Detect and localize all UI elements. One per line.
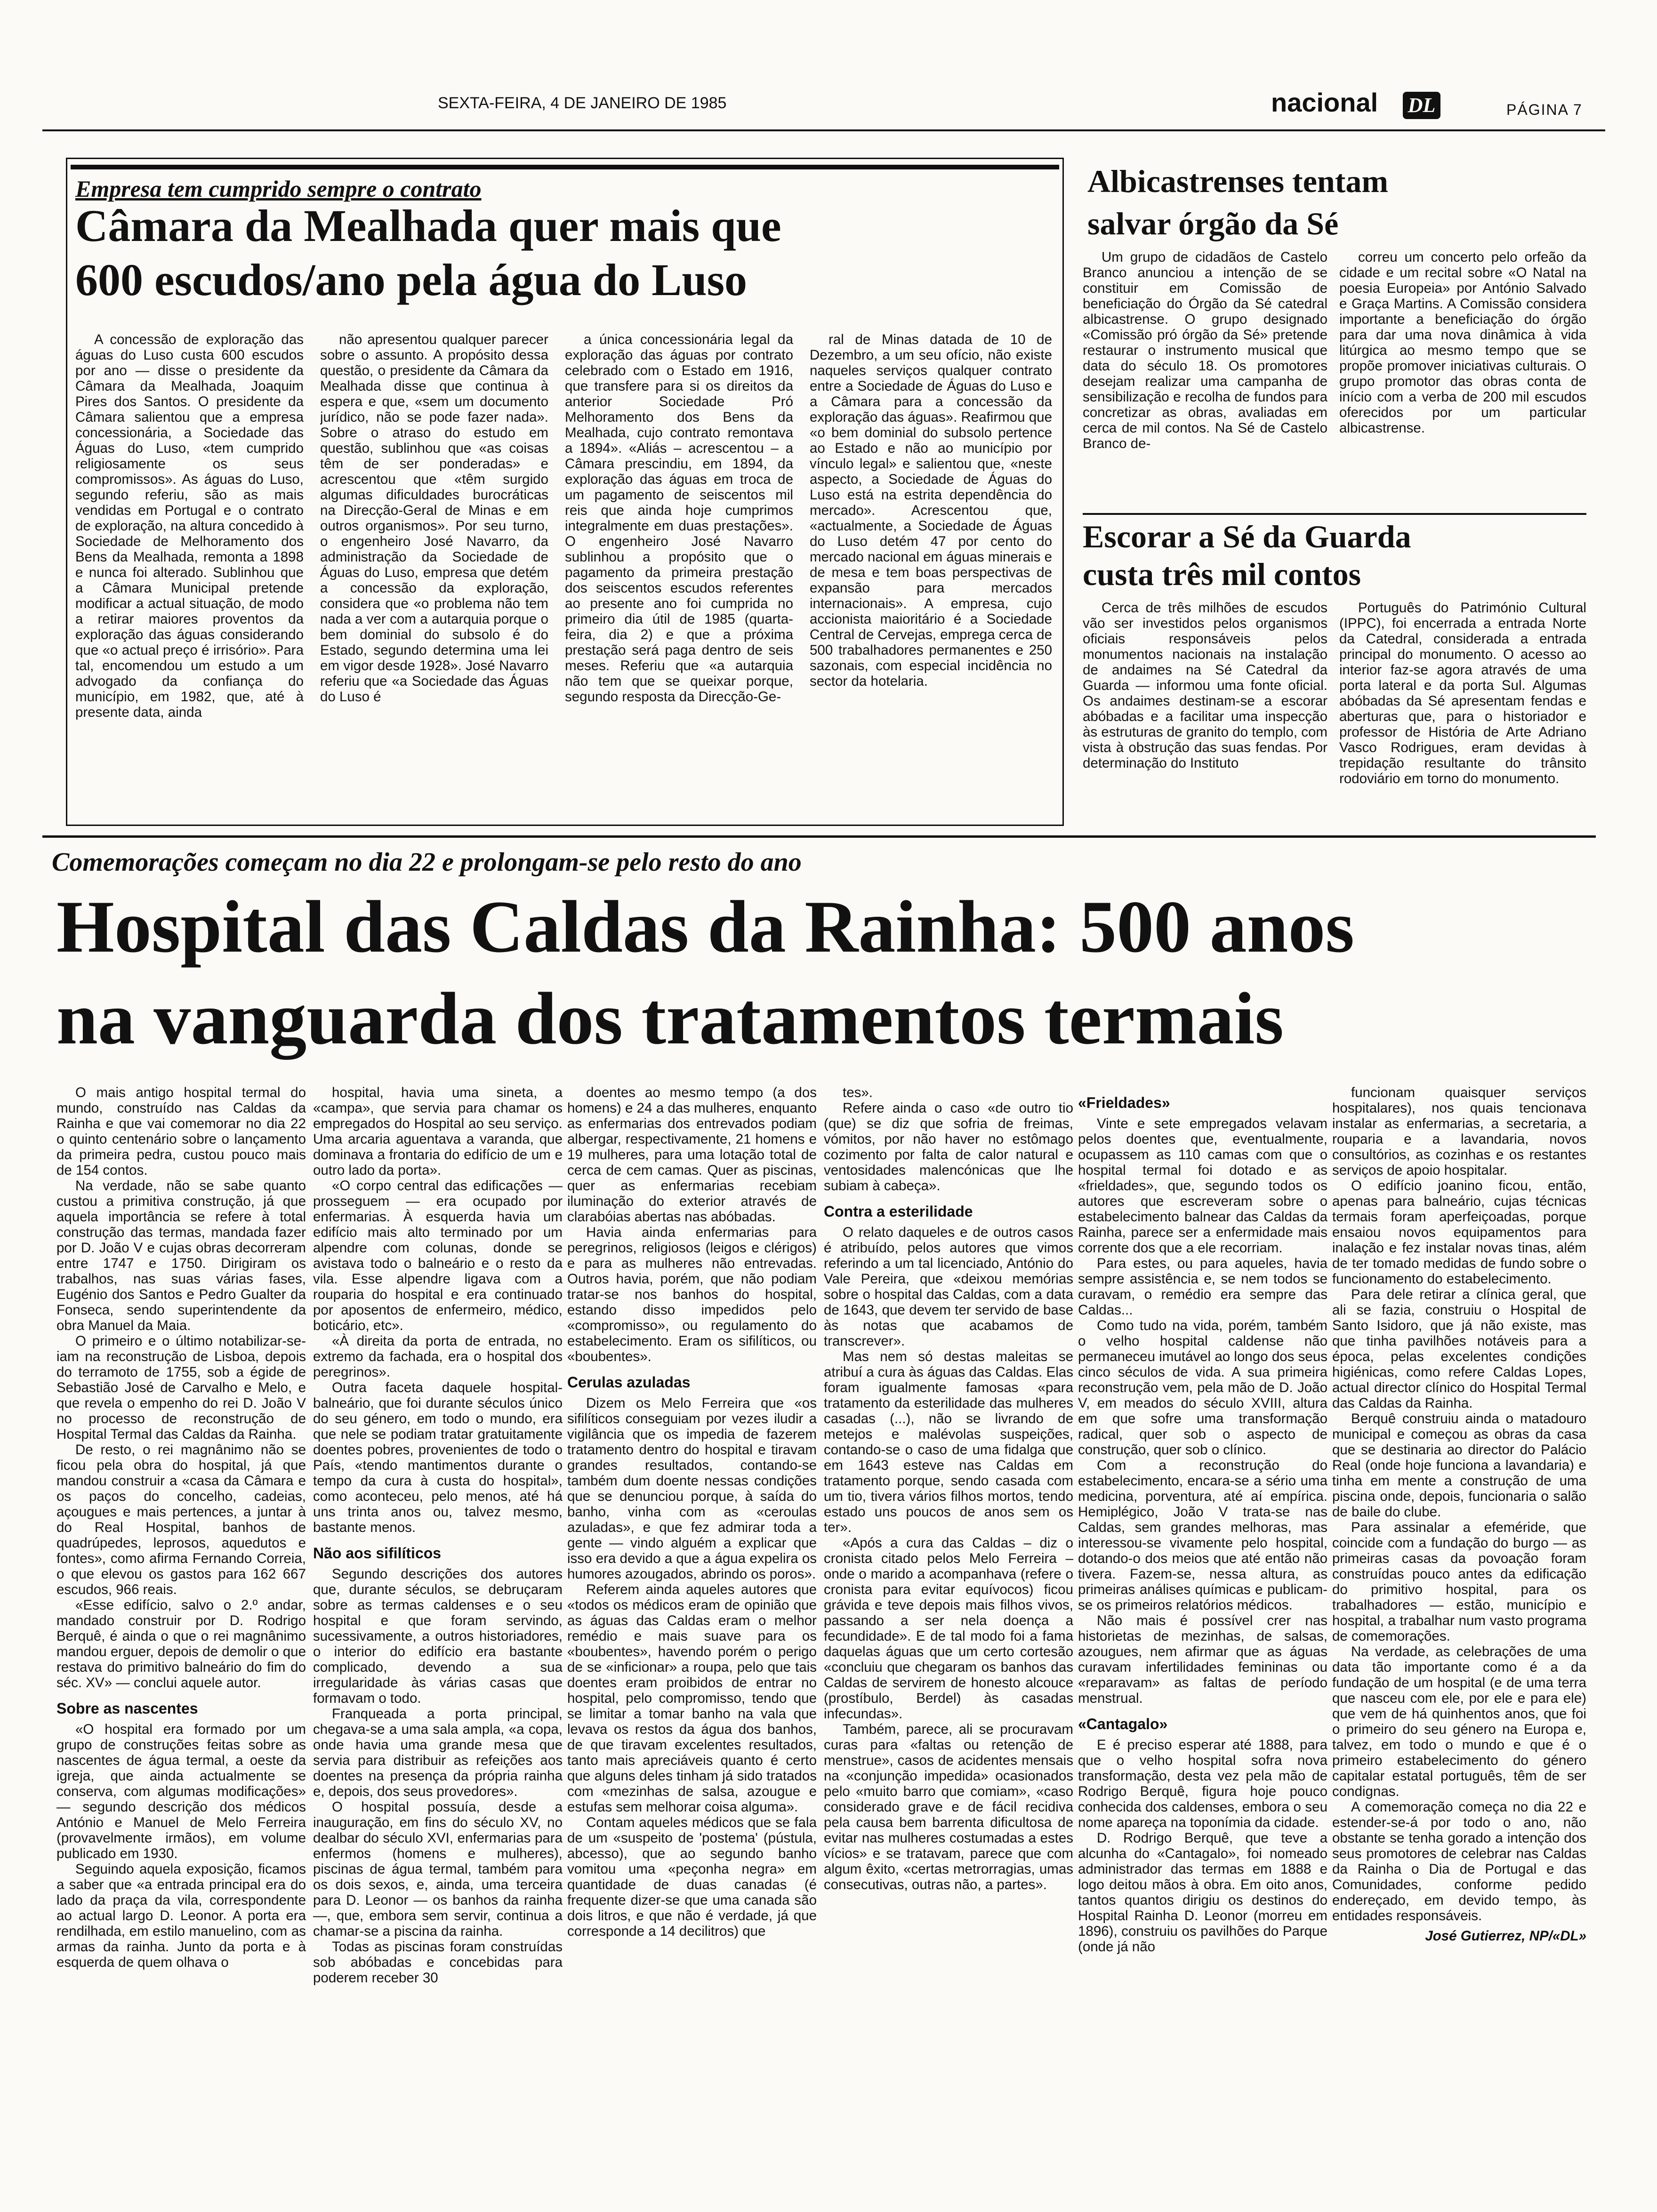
paragraph: Franqueada a porta principal, chegava-se a uma sala ampla, «a copa, onde havia uma grande mesa que servia para distribuir as refeições aos doentes na presença da própria rainha e, depois, dos seus provedores».	[313, 1706, 563, 1799]
paragraph: funcionam quaisquer serviços hospitalares), nos quais tencionava instalar as enfermarias, a secretaria, a rouparia e a lavandaria, novos consultórios, as cozinhas e os restantes serviços de apoio hospitalar.	[1332, 1085, 1586, 1178]
paragraph: Outra faceta daquele hospital-balneário, que foi durante séculos único do seu género, em todo o mundo, era que nele se podiam tratar gratuitamente doentes pobres, provenientes de todo o País, «tendo mantimentos durante o tempo da cura à custa do hospital», como aconteceu, pelo menos, até há uns trinta anos ou, talvez mesmo, bastante menos.	[313, 1380, 563, 1535]
dl-logo	[1403, 92, 1440, 119]
article4-headline-1: Hospital das Caldas da Rainha: 500 anos	[56, 886, 1354, 968]
article4-col4	[824, 1085, 1073, 2196]
paragraph: Para assinalar a efeméride, que coincide com a fundação do burgo — as primeiras casas da povoação foram construídas pouco antes da edificação do primitivo hospital, para os trabalhadores — estão, município e hospital, a trabalhar num vasto programa de comemorações.	[1332, 1520, 1586, 1644]
article2-headline-1: Albicastrenses tentam	[1087, 163, 1388, 199]
page-label: PÁGINA 7	[1506, 101, 1583, 118]
article1-col4	[810, 332, 1052, 817]
paragraph: tes».	[843, 1085, 873, 1100]
paragraph: «À direita da porta de entrada, no extremo da fachada, era o hospital dos peregrinos».	[313, 1333, 563, 1380]
paragraph: Na verdade, não se sabe quanto custou a primitiva construção, já que aquela importância se refere à total construção das termas, mandada fazer por D. João V e cujas obras decorreram entre 1747 e 1750. Dirigiram os trabalhos, nas suas várias fases, Eugénio dos Santos e Pedro Gualter da Fonseca, sendo superintendente da obra Manuel da Maia.	[56, 1178, 306, 1333]
article4-col2	[313, 1085, 563, 2196]
paragraph: «O hospital era formado por um grupo de construções feitas sobre as nascentes de água termal, a oeste da igreja, que ainda actualmente se conserva, com algumas modificações» — segundo descrição dos médicos António e Manuel de Melo Ferreira (provavelmente irmãos), em volume publicado em 1930.	[56, 1722, 306, 1861]
subheading: «Cantagalo»	[1078, 1715, 1168, 1732]
paragraph: O hospital possuía, desde a inauguração, em fins do século XV, no dealbar do século XVI, enfermarias para enfermos (homens e mulheres), piscinas de água termal, também para os dois sexos, e, ainda, uma terceira para D. Leonor — os banhos da rainha —, que, embora sem servir, continua a chamar-se a piscina da rainha.	[313, 1799, 563, 1939]
paragraph: Contam aqueles médicos que se fala de um «suspeito de 'postema' (pústula, abcesso), que ao segundo banho vomitou uma «peçonha negra» em quantidade de duas canadas (é frequente dizer-se que uma canada são dois litros, e que não é verdade, já que corresponde a 14 decilitros) que	[567, 1815, 817, 1939]
paragraph: «Esse edifício, salvo o 2.º andar, mandado construir por D. Rodrigo Berquê, é ainda o que o rei magnânimo mandou erguer, depois de demolir o que restava do primitivo balneário do fim do séc. XV» — conclui aquele autor.	[56, 1597, 306, 1691]
article1-col1	[75, 332, 304, 817]
subheading: Contra a esterilidade	[824, 1203, 973, 1220]
masthead-rule	[42, 129, 1605, 131]
article2-col1-text: Um grupo de cidadãos de Castelo Branco anunciou a intenção de se constituir em Comissão de beneficiação do Órgão da Sé catedral albicastrense. O grupo designado «Comissão pró órgão da Sé» pretende restaurar o instrumento musical que data do século 18. Os promotores desejam realizar uma campanha de sensibilização e recolha de fundos para concretizar as obras, avaliadas em cerca de mil contos. Na Sé de Castelo Branco de-	[1083, 249, 1327, 451]
article3-col2-text: Português do Património Cultural (IPPC), foi encerrada a entrada Norte da Catedral, considerada a entrada principal do monumento. O acesso ao interior faz-se agora através de uma porta lateral e da porta Sul. Algumas abóbadas da Sé apresentam fendas e aberturas que, para o historiador e professor de História de Arte Adriano Vasco Rodrigues, eram devidas à trepidação resultante do trânsito rodoviário em torno do monumento.	[1339, 600, 1586, 786]
article3-headline-2: custa três mil contos	[1083, 556, 1361, 592]
paragraph: Segundo descrições dos autores que, durante séculos, se debruçaram sobre as termas caldenses e o seu hospital e que foram servindo, sucessivamente, a outros historiadores, o interior do edifício era bastante complicado, devendo a sua irregularidade às várias casas que formavam o todo.	[313, 1566, 563, 1706]
paragraph: Não mais é possível crer nas historietas de mezinhas, de salsas, azougues, nem afirmar que as águas curavam infertilidades femininas ou «reparavam» as faltas de período menstrual.	[1078, 1613, 1327, 1706]
paragraph: Todas as piscinas foram construídas sob abóbadas e concebidas para poderem receber 30	[313, 1939, 563, 1986]
article1-headline-2: 600 escudos/ano pela água do Luso	[75, 255, 748, 305]
byline: José Gutierrez, NP/«DL»	[1425, 1928, 1586, 1944]
paragraph: O primeiro e o último notabilizar-se-iam na reconstrução de Lisboa, depois do terramoto de 1755, sob a égide de Sebastião José de Carvalho e Melo, e que revela o empenho do rei D. João V no processo de reconstrução de Hospital Termal das Caldas da Rainha.	[56, 1333, 306, 1442]
paragraph: «Após a cura das Caldas – diz o cronista citado pelos Melo Ferreira – onde o marido a acompanhava (refere o cronista para evitar equívocos) ficou grávida e teve depois mais filhos vivos, passando a ser nela doença a fecundidade». E de tal modo foi a fama daquelas águas que um certo cortesão «concluiu que chegaram os banhos das Caldas de servirem de honesto alcouce (prostíbulo, Berdel) às casadas infecundas».	[824, 1535, 1073, 1722]
paragraph: A comemoração começa no dia 22 e estender-se-á por todo o ano, não obstante se tenha gorado a intenção dos seus promotores de celebrar nas Caldas da Rainha o Dia de Portugal e das Comunidades, conforme pedido endereçado, em devido tempo, às entidades responsáveis.	[1332, 1799, 1586, 1923]
paragraph: Seguindo aquela exposição, ficamos a saber que «a entrada principal era do lado da praça da vila, correspondente ao actual largo D. Leonor. A porta era rendilhada, em estilo manuelino, com as armas da rainha. Junto da porta e à esquerda de quem olhava o	[56, 1861, 306, 1970]
date-line: SEXTA-FEIRA, 4 DE JANEIRO DE 1985	[438, 94, 727, 112]
paragraph: Mas nem só destas maleitas se atribuí a cura às águas das Caldas. Elas foram igualmente famosas «para tratamento da esterilidade das mulheres casadas (...), não se livrando de metejos e malévolas suspeições, contando-se o caso de uma fidalga que em 1643 esteve nas Caldas em tratamento porque, sendo casada com um tio, tivera vários filhos mortos, tendo estado uns poucos de anos sem os ter».	[824, 1349, 1073, 1535]
article1-col3	[565, 332, 793, 817]
paragraph: Para dele retirar a clínica geral, que ali se fazia, construiu o Hospital de Santo Isidoro, que já não existe, mas que tinha pavilhões notáveis para a época, pelas excelentes condições higiénicas, como refere Caldas Lopes, actual director clínico do Hospital Termal das Caldas da Rainha.	[1332, 1287, 1586, 1411]
article3-col1	[1083, 600, 1327, 824]
subheading: Sobre as nascentes	[56, 1700, 198, 1717]
paragraph: O mais antigo hospital termal do mundo, construído nas Caldas da Rainha e que vai comemorar no dia 22 o quinto centenário sobre o lançamento da primeira pedra, custou pouco mais de 154 contos.	[56, 1085, 306, 1178]
section-name: nacional	[1271, 88, 1378, 117]
subheading: «Frieldades»	[1078, 1094, 1170, 1111]
paragraph: «O corpo central das edificações — prosseguem — era ocupado por enfermarias. À esquerda havia um edifício mais alto terminado por um alpendre com colunas, donde se avistava todo o balneário e o resto da vila. Esse alpendre ligava com a rouparia do hospital e era continuado por aposentos de enfermeiro, médico, boticário, etc».	[313, 1178, 563, 1333]
paragraph: E é preciso esperar até 1888, para que o velho hospital sofra nova transformação, desta vez pela mão de Rodrigo Berquê, figura hoje pouco conhecida dos caldenses, embora o seu nome apareça na toponímia da cidade.	[1078, 1737, 1327, 1830]
paragraph: Também, parece, ali se procuravam curas para «faltas ou retenção de menstrue», casos de acidentes mensais na «conjunção impedida» ocasionados pelo «muito barro que comiam», «caso considerado grave e de fácil recidiva pela causa bem barrenta dificultosa de evitar nas mulheres costumadas a estes vícios» e se tratavam, parece que com algum êxito, «certas metrorragias, umas consecutivas, outras não, a partes».	[824, 1722, 1073, 1892]
article2-col1	[1083, 249, 1327, 508]
subheading: Cerulas azuladas	[567, 1374, 691, 1391]
paragraph: Referem ainda aqueles autores que «todos os médicos eram de opinião que as águas das Caldas eram o melhor remédio e mais suave para os «boubentes», havendo porém o perigo de se «inficionar» a roupa, pelo que tais doentes eram proibidos de entrar no hospital, pelo compromisso, tendo que se limitar a tomar banho na vala que levava os restos da água dos banhos, de que tiravam excelentes resultados, tanto mais apreciáveis quanto é certo que alguns deles tinham já sido tratados com «mezinhas de salsa, azougue e estufas sem melhorar coisa alguma».	[567, 1582, 817, 1815]
article3-col1-text: Cerca de três milhões de escudos vão ser investidos pelos organismos oficiais responsáveis pelos monumentos nacionais na instalação de andaimes na Sé Catedral da Guarda — informou uma fonte oficial. Os andaimes destinam-se a escorar abóbadas e a facilitar uma inspecção às estruturas de granito do templo, com vista à obstrução das suas fendas. Por determinação do Instituto	[1083, 600, 1327, 771]
article4-top-rule	[42, 835, 1596, 838]
paragraph: Como tudo na vida, porém, também o velho hospital caldense não permaneceu imutável ao longo dos seus cinco séculos de vida. A sua primeira reconstrução vem, pela mão de D. João V, em meados do século XVIII, altura em que sofre uma transformação radical, quer sob o aspecto de construção, quer sob o clínico.	[1078, 1318, 1327, 1458]
article4-col1	[56, 1085, 306, 2196]
subheading: Não aos sifilíticos	[313, 1545, 442, 1562]
article2-headline-2: salvar órgão da Sé	[1087, 206, 1339, 241]
paragraph: doentes ao mesmo tempo (a dos homens) e 24 a das mulheres, enquanto as enfermarias dos entrevados podiam albergar, respectivamente, 21 homens e 19 mulheres, para uma lotação total de cerca de cem camas. Quer as piscinas, quer as enfermarias recebiam iluminação do exterior através de clarabóias abertas nas abóbadas.	[567, 1085, 817, 1225]
article1-col2	[320, 332, 548, 817]
paragraph: Na verdade, as celebrações de uma data tão importante como é a da fundação de um hospital (e de uma terra que nasceu com ele, por ele e para ele) que vem de há quinhentos anos, que foi o primeiro do seu género na Europa e, talvez, em todo o mundo e que é o primeiro estabelecimento do género capitalar estatal português, têm de ser condignas.	[1332, 1644, 1586, 1799]
paragraph: Berquê construiu ainda o matadouro municipal e começou as obras da casa que se destinaria ao director do Palácio Real (onde hoje funciona a lavandaria) e tinha em mente a construção de uma piscina onde, depois, funcionaria o salão de baile do clube.	[1332, 1411, 1586, 1520]
paragraph: Para estes, ou para aqueles, havia sempre assistência e, se nem todos se curavam, o remédio era sempre das Caldas...	[1078, 1256, 1327, 1318]
paragraph: O relato daqueles e de outros casos é atribuído, pelos autores que vimos referindo a um tal licenciado, António do Vale Pereira, que «deixou memórias sobre o hospital das Caldas, com a data de 1643, que devem ter servido de base às notas que acabamos de transcrever».	[824, 1225, 1073, 1349]
article1-col1-text: A concessão de exploração das águas do Luso custa 600 escudos por ano — disse o presidente da Câmara da Mealhada, Joaquim Pires dos Santos. O presidente da Câmara salientou que a empresa concessionária, a Sociedade das Águas do Luso, «tem cumprido religiosamente os seus compromissos». As águas do Luso, segundo referiu, são as mais vendidas em Portugal e o contrato de exploração, na altura concedido à Sociedade de Melhoramento dos Bens da Mealhada, remonta a 1898 e nunca foi alterado. Sublinhou que a Câmara Municipal pretende modificar a actual situação, de modo a retirar maiores proventos da exploração das águas considerando que «o actual preço é irrisório». Para tal, encomendou um estudo a um advogado da confiança do município, em 1982, que, até à presente data, ainda	[75, 332, 304, 720]
article2-col2-text: correu um concerto pelo orfeão da cidade e um recital sobre «O Natal na poesia Europeia» por António Salvado e Graça Martins. A Comissão considera importante a beneficiação do órgão para dar uma nova dinâmica à vida litúrgica ao mesmo tempo que se propõe promover iniciativas culturais. O grupo promotor das obras conta de início com a verba de 200 mil escudos oferecidos por um particular albicastrense.	[1339, 249, 1586, 436]
article4-col5	[1078, 1085, 1327, 2196]
article4-col3	[567, 1085, 817, 2196]
article1-kicker: Empresa tem cumprido sempre o contrato	[75, 176, 482, 202]
paragraph: Com a reconstrução do estabelecimento, encara-se a sério uma medicina, porventura, até aí empírica. Hemiplégico, João V trata-se nas Caldas, sem grandes melhoras, mas interessou-se vivamente pelo hospital, dotando-o dos meios que até então não tivera. Fazem-se, nessa altura, as primeiras análises químicas e publicam-se os primeiros relatórios médicos.	[1078, 1458, 1327, 1613]
article4-headline-2: na vanguarda dos tratamentos termais	[56, 978, 1284, 1060]
paragraph: Refere ainda o caso «de outro tio (que) se diz que sofria de freimas, vómitos, por não haver no estômago cozimento por falta de calor natural e ventosidades malencónicas que lhe subiam à cabeça».	[824, 1100, 1073, 1194]
dl-logo-text: DL	[1408, 94, 1436, 117]
article3-headline-1: Escorar a Sé da Guarda	[1083, 519, 1411, 554]
article1-col2-text: não apresentou qualquer parecer sobre o assunto. A propósito dessa questão, o presidente da Câmara da Mealhada disse que continua à espera e que, «sem um documento jurídico, não se pode fazer nada». Sobre o atraso do estudo em questão, sublinhou que «as coisas têm de ser ponderadas» e acrescentou que «têm surgido algumas dificuldades burocráticas na Direcção-Geral de Minas e em outros organismos». Por seu turno, o engenheiro José Navarro, da administração da Sociedade de Águas do Luso, empresa que detém a concessão da exploração, considera que «o problema não tem nada a ver com a autarquia porque o bem dominial do subsolo é do Estado, segundo determina uma lei em vigor desde 1928». José Navarro referiu que «a Sociedade das Águas do Luso é	[320, 332, 548, 705]
paragraph: Vinte e sete empregados velavam pelos doentes que, eventualmente, ocupassem as 110 camas com que o hospital termal foi dotado e as «frieldades», que, segundo todos os autores que escreveram sobre o estabelecimento balnear das Caldas da Rainha, parece ser a enfermidade mais corrente dos que a ele recorriam.	[1078, 1116, 1327, 1256]
article1-top-rule	[71, 165, 1059, 169]
paragraph: O edifício joanino ficou, então, apenas para balneário, cujas técnicas termais foram aperfeiçoadas, porque ensaiou novos equipamentos para inalação e fez instalar novas tinas, além de ter tomado medidas de fundo sobre o funcionamento do estabelecimento.	[1332, 1178, 1586, 1287]
article2-col2	[1339, 249, 1586, 508]
article3-col2	[1339, 600, 1586, 824]
article4-col6	[1332, 1085, 1586, 2196]
article4-kicker: Comemorações começam no dia 22 e prolongam-se pelo resto do ano	[52, 848, 802, 877]
article1-col3-text: a única concessionária legal da exploração das águas por contrato celebrado com o Estado em 1916, que transfere para si os direitos da anterior Sociedade Pró Melhoramento dos Bens da Mealhada, cujo contrato remontava a 1894». «Aliás – acrescentou – a Câmara prescindiu, em 1894, da exploração das águas em troca de um pagamento de seiscentos mil reis que ainda hoje cumprimos integralmente em duas prestações». O engenheiro José Navarro sublinhou a propósito que o pagamento da primeira prestação dos seiscentos escudos referentes ao presente ano foi cumprida no primeiro dia útil de 1985 (quarta-feira, dia 2) e que a próxima prestação será paga dentro de seis meses. Referiu que «a autarquia não tem que se queixar porque, segundo resposta da Direcção-Ge-	[565, 332, 793, 705]
article1-col4-text: ral de Minas datada de 10 de Dezembro, a um seu ofício, não existe naqueles serviços qualquer contrato entre a Sociedade de Águas do Luso e a Câmara para a concessão da exploração das águas». Reafirmou que «o bem dominial do subsolo pertence ao Estado e não ao município por vínculo legal» e salientou que, «neste aspecto, a Sociedade de Águas do Luso está na estrita dependência do mercado». Acrescentou que, «actualmente, a Sociedade de Águas do Luso detém 47 por cento do mercado nacional em águas minerais e de mesa e tem boas perspectivas de expansão para mercados internacionais». A empresa, cujo accionista maioritário é a Sociedade Central de Cervejas, emprega cerca de 500 trabalhadores permanentes e 250 sazonais, com especial incidência no sector da hotelaria.	[810, 332, 1052, 689]
article1-headline-1: Câmara da Mealhada quer mais que	[75, 200, 781, 251]
paragraph: Dizem os Melo Ferreira que «os sifilíticos conseguiam por vezes iludir a vigilância que os impedia de fazerem tratamento dentro do hospital e tiravam grandes resultados, contando-se também dum doente nessas condições que se denunciou porque, à saída do banho, vinha com as «ceroulas azuladas», e que fez admirar toda a gente — vindo alguém a explicar que isso era devido a que a água expelira os humores azougados, abrindo os poros».	[567, 1395, 817, 1582]
paragraph: D. Rodrigo Berquê, que teve a alcunha do «Cantagalo», foi nomeado administrador das termas em 1888 e logo deitou mãos à obra. Em oito anos, tantos quantos dirigiu os destinos do Hospital Rainha D. Leonor (morreu em 1896), construiu os pavilhões do Parque (onde já não	[1078, 1830, 1327, 1955]
paragraph: hospital, havia uma sineta, a «campa», que servia para chamar os empregados do Hospital ao seu serviço. Uma arcaria aguentava a varanda, que dominava a frontaria do edifício de um e outro lado da porta».	[313, 1085, 563, 1178]
article3-top-rule	[1083, 513, 1586, 515]
paragraph: De resto, o rei magnânimo não se ficou pela obra do hospital, já que mandou construir a «casa da Câmara e os paços do concelho, cadeias, açougues e mais pertences, a juntar à do Real Hospital, banhos de quadrúpedes, leprosos, aquedutos e fontes», como afirma Fernando Correia, o que elevou os gastos para 162 667 escudos, 966 reais.	[56, 1442, 306, 1597]
paragraph: Havia ainda enfermarias para peregrinos, religiosos (leigos e clérigos) e para as mulheres não entrevadas. Outros havia, porém, que não podiam tratar-se nos banhos do hospital, estando disso impedidos pelo «compromisso», ou regulamento do estabelecimento. Eram os sifilíticos, ou «boubentes».	[567, 1225, 817, 1364]
